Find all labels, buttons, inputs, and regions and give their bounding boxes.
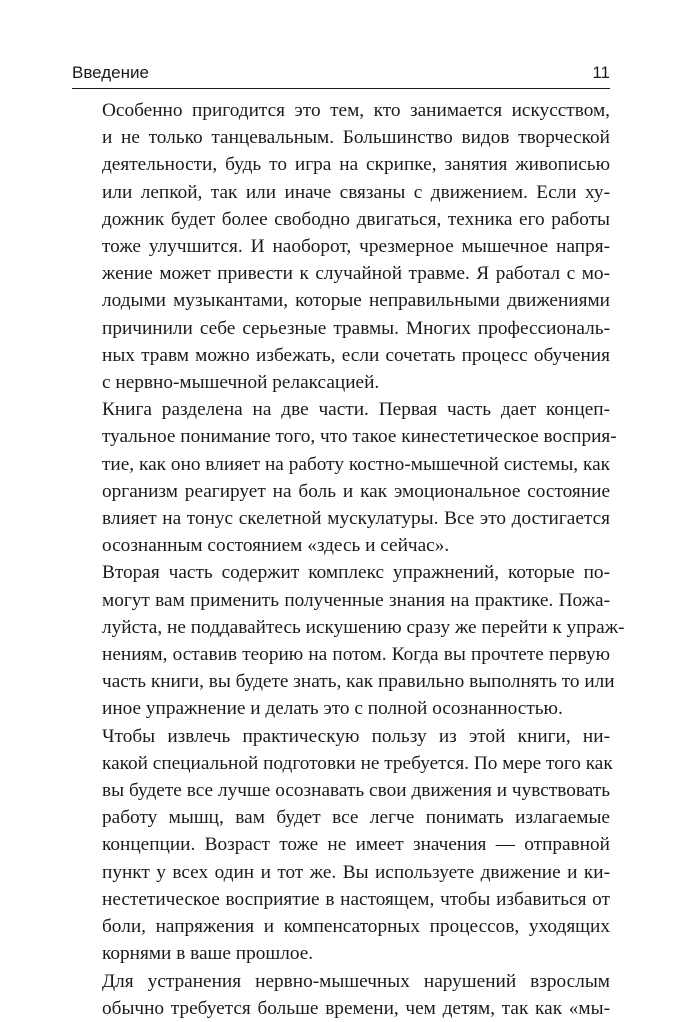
- text-line: ных травм можно избежать, если сочетать процесс обучения: [102, 344, 610, 366]
- body-text: [72, 97, 625, 1022]
- text-line: какой специальной подготовки не требуется. По мере того как: [102, 752, 613, 774]
- text-line: Книга разделена на две части. Первая часть дает концеп-: [102, 399, 610, 421]
- paragraph: [72, 723, 613, 968]
- book-page: [72, 62, 625, 1022]
- text-line: пункт у всех один и тот же. Вы используете движение и ки-: [102, 861, 610, 883]
- text-line: работу мышц, вам будет все легче понимать излагаемые: [102, 807, 610, 829]
- text-line: боли, напряжения и компенсаторных процессов, уходящих: [102, 916, 610, 938]
- text-line: тие, как оно влияет на работу костно-мышечной системы, как: [102, 453, 610, 475]
- text-line: нениям, оставив теорию на потом. Когда вы прочтете первую: [102, 644, 610, 666]
- text-line: могут вам применить полученные знания на практике. Пожа-: [102, 589, 610, 611]
- text-line: жение может привести к случайной травме. Я работал с мо-: [102, 263, 610, 285]
- text-line: лодыми музыкантами, которые неправильными движениями: [102, 290, 610, 312]
- text-line: дожник будет более свободно двигаться, техника его работы: [102, 208, 610, 230]
- text-line: влияет на тонус скелетной мускулатуры. Все это достигается: [102, 508, 610, 530]
- text-line: организм реагирует на боль и как эмоциональное состояние: [102, 480, 610, 502]
- text-line: Чтобы извлечь практическую пользу из этой книги, ни-: [102, 725, 610, 747]
- text-line: осознанным состоянием «здесь и сейчас».: [102, 535, 450, 557]
- text-line: иное упражнение и делать это с полной осознанностью.: [102, 698, 563, 720]
- text-line: луйста, не поддавайтесь искушению сразу же перейти к упраж-: [102, 616, 625, 638]
- text-line: или лепкой, так или иначе связаны с движением. Если ху-: [102, 181, 610, 203]
- section-title: Введение: [72, 63, 149, 82]
- text-line: с нервно-мышечной релаксацией.: [102, 372, 380, 394]
- text-line: и не только танцевальным. Большинство видов творческой: [102, 127, 610, 149]
- page-number: 11: [592, 63, 610, 82]
- paragraph: [72, 396, 617, 559]
- text-line: часть книги, вы будете знать, как правильно выполнять то или: [102, 671, 615, 693]
- text-line: нестетическое восприятие в настоящем, чтобы избавиться от: [102, 888, 610, 910]
- text-line: Вторая часть содержит комплекс упражнений, которые по-: [102, 562, 610, 584]
- text-line: обычно требуется больше времени, чем детям, так как «мы-: [102, 997, 610, 1019]
- text-line: вы будете все лучше осознавать свои движения и чувствовать: [102, 780, 610, 802]
- paragraph: [72, 559, 625, 722]
- text-line: туальное понимание того, что такое кинестетическое восприя-: [102, 426, 617, 448]
- text-line: Для устранения нервно-мышечных нарушений взрослым: [102, 970, 610, 992]
- paragraph: [72, 968, 610, 1022]
- running-head: [72, 62, 610, 89]
- text-line: концепции. Возраст тоже не имеет значения — отправной: [102, 834, 610, 856]
- text-line: причинили себе серьезные травмы. Многих профессиональ-: [102, 317, 610, 339]
- text-line: корнями в ваше прошлое.: [102, 943, 314, 965]
- text-line: тоже улучшится. И наоборот, чрезмерное мышечное напря-: [102, 236, 610, 258]
- paragraph: [72, 97, 610, 396]
- text-line: деятельности, будь то игра на скрипке, занятия живописью: [102, 154, 610, 176]
- text-line: Особенно пригодится это тем, кто занимается искусством,: [102, 100, 610, 121]
